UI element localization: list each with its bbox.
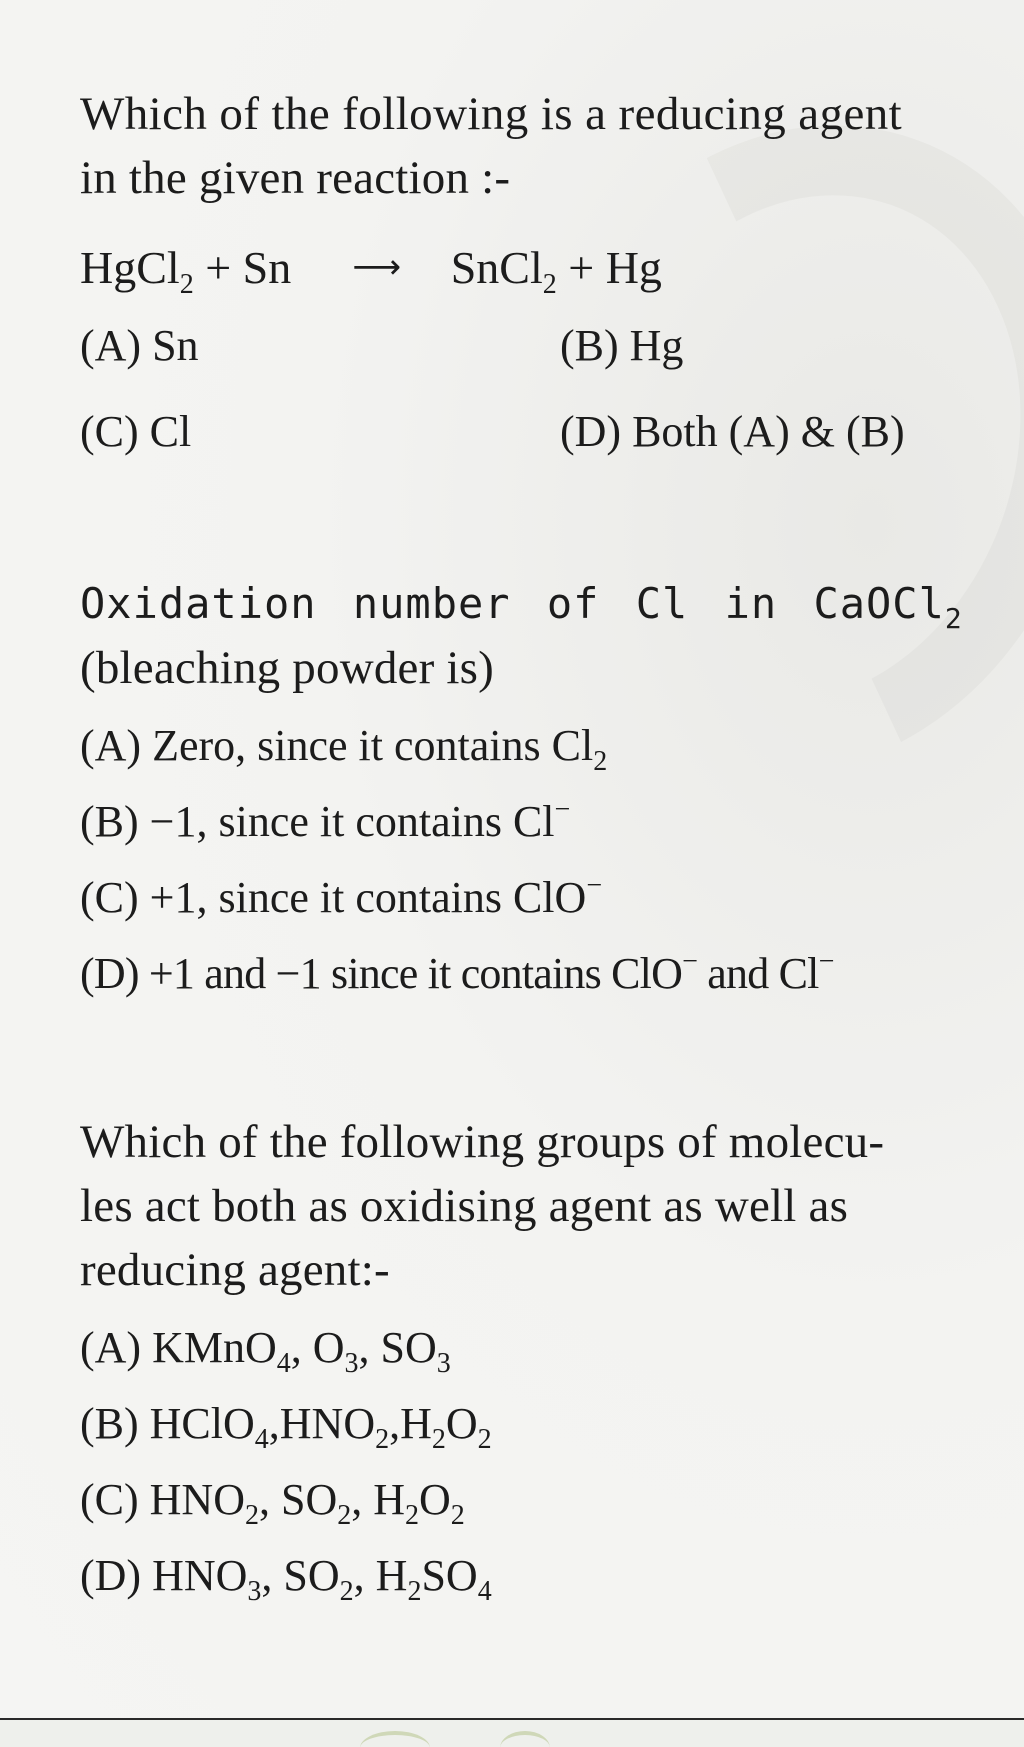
reactant-hgcl2: HgCl$_2$	[80, 241, 194, 300]
q1-line-2: in the given reaction :-	[80, 152, 511, 204]
q1-option-c[interactable]: (C) Cl	[80, 407, 192, 456]
q3-options	[80, 1310, 1010, 1614]
q1-option-b[interactable]: (B) Hg	[560, 321, 684, 370]
q1-line-1-text: Which of the following is a reducing agent	[80, 88, 903, 140]
q1-options	[80, 308, 1010, 470]
plus-sn: + Sn	[193, 241, 303, 293]
q1-line-1	[80, 82, 1010, 146]
q2-option-d[interactable]: (D) +1 and −1 since it contains ClO− and Cl−	[80, 946, 834, 998]
reaction-arrow-icon: ⟶	[352, 247, 402, 287]
q3-line-2: les act both as oxidising agent as well as	[80, 1180, 849, 1232]
q3-line-3: reducing agent:-	[80, 1244, 390, 1296]
q3-line-1: Which of the following groups of molecu-	[80, 1116, 885, 1168]
product-sncl2: SnCl$_2$	[450, 241, 557, 300]
q2-line-1: Oxidation number of Cl in CaOCl$_2$	[80, 579, 963, 635]
question-2	[80, 572, 1010, 1012]
question-1	[80, 82, 1010, 470]
q2-options	[80, 708, 1010, 1012]
q2-option-c[interactable]: (C) +1, since it contains ClO−	[80, 870, 603, 922]
q1-option-a[interactable]: (A) Sn	[80, 321, 199, 370]
q1-option-d[interactable]: (D) Both (A) & (B)	[560, 407, 905, 456]
plus-hg: + Hg	[556, 241, 662, 293]
q3-option-c[interactable]: (C) $HNO_2$, $SO_2$, $H_2O_2$	[80, 1475, 465, 1531]
q2-line-2: (bleaching powder is)	[80, 642, 495, 694]
q3-option-b[interactable]: (B) $HClO_4,HNO_2,H_2O_2$	[80, 1399, 492, 1455]
q1-reaction	[80, 232, 1010, 302]
question-3	[80, 1110, 1010, 1614]
q2-option-a[interactable]: (A) Zero, since it contains $Cl_2$	[80, 721, 608, 777]
q3-option-d[interactable]: (D) $HNO_3$, $SO_2$, $H_2SO_4$	[80, 1551, 492, 1607]
q3-option-a[interactable]: (A) KMnO$_4$, $O_3$, $SO_3$	[80, 1323, 451, 1379]
q2-option-b[interactable]: (B) −1, since it contains Cl−	[80, 794, 571, 846]
